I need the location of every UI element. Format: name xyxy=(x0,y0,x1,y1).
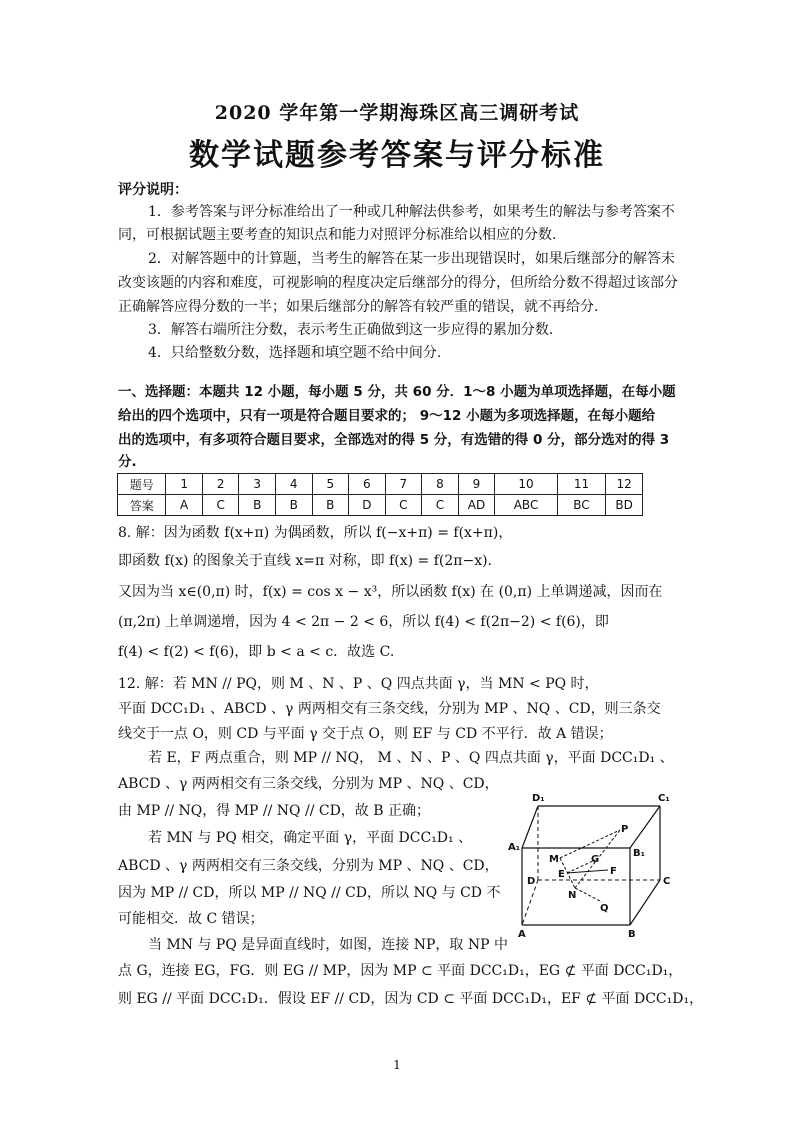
notes-line: 3．解答右端所注分数，表示考生正确做到这一步应得的累加分数. xyxy=(148,322,554,338)
question-number: 8 xyxy=(422,474,459,495)
q8-line: 即函数 f(x) 的图象关于直线 x=π 对称，即 f(x) = f(2π−x). xyxy=(118,553,493,569)
section1-line: 给出的四个选项中，只有一项是符合题目要求的； 9～12 小题为多项选择题，在每小题给 xyxy=(118,408,656,424)
q12-line: 若 E，F 两点重合，则 MP // NQ， M 、N 、P 、Q 四点共面 γ，平面 DCC₁D₁ 、 xyxy=(148,750,674,766)
label-D1: D₁ xyxy=(532,793,545,804)
q8-line: 8. 解：因为函数 f(x+π) 为偶函数，所以 f(−x+π) = f(x+π)， xyxy=(118,525,513,541)
q12-line: 可能相交．故 C 错误； xyxy=(118,911,264,927)
answer-cell: C xyxy=(385,495,422,516)
exam-title: 2020 学年第一学期海珠区高三调研考试 xyxy=(214,102,580,124)
q8-line: (π,2π) 上单调递增，因为 4 < 2π − 2 < 6，所以 f(4) < f(2π−2) < f(6)，即 xyxy=(118,614,609,630)
label-P: P xyxy=(621,824,629,835)
label-N: N xyxy=(568,890,577,901)
question-number: 12 xyxy=(606,474,643,495)
q12-line: 当 MN 与 PQ 是异面直线时，如图，连接 NP，取 NP 中 xyxy=(148,937,508,953)
notes-line: 4．只给整数分数，选择题和填空题不给中间分. xyxy=(148,345,442,361)
q12-line: ABCD 、γ 两两相交有三条交线，分别为 MP 、NQ 、CD， xyxy=(118,776,499,792)
row-label: 题号 xyxy=(118,474,166,495)
label-C1: C₁ xyxy=(658,793,670,804)
notes-line: 2．对解答题中的计算题，当考生的解答在某一步出现错误时，如果后继部分的解答未 xyxy=(148,251,675,267)
q8-line: f(4) < f(2) < f(6)，即 b < a < c．故选 C. xyxy=(118,644,395,660)
label-E: E xyxy=(558,869,565,880)
notes-line: 正确解答应得分数的一半；如果后继部分的解答有较严重的错误，就不再给分. xyxy=(118,299,599,315)
label-A1: A₁ xyxy=(508,842,521,853)
notes-line: 改变该题的内容和难度，可视影响的程度决定后继部分的得分，但所给分数不得超过该部分 xyxy=(118,275,678,291)
question-number: 11 xyxy=(557,474,605,495)
q12-line: 线交于一点 O，则 CD 与平面 γ 交于点 O，则 EF 与 CD 不平行．故 A 错误； xyxy=(118,726,613,742)
answer-cell: C xyxy=(202,495,239,516)
notes-line: 1．参考答案与评分标准给出了一种或几种解法供参考，如果考生的解法与参考答案不 xyxy=(148,204,675,220)
section1-line: 出的选项中，有多项符合题目要求，全部选对的得 5 分，有选错的得 0 分，部分选对的得 3 xyxy=(118,432,670,448)
question-number: 4 xyxy=(275,474,312,495)
answer-cell: BD xyxy=(606,495,643,516)
answer-cell: C xyxy=(422,495,459,516)
q12-line: 若 MN 与 PQ 相交，确定平面 γ，平面 DCC₁D₁ 、 xyxy=(148,830,473,846)
notes-heading: 评分说明： xyxy=(118,182,188,198)
q12-line: 因为 MP // CD，所以 MP // NQ // CD，所以 NQ 与 CD 不 xyxy=(118,885,501,901)
answer-cell: B xyxy=(239,495,276,516)
label-D: D xyxy=(527,876,536,887)
q12-line: 则 EG // 平面 DCC₁D₁．假设 EF // CD，因为 CD ⊂ 平面 DCC₁D₁，EF ⊄ 平面 DCC₁D₁， xyxy=(118,991,704,1007)
question-number: 5 xyxy=(312,474,349,495)
question-number: 3 xyxy=(239,474,276,495)
question-number: 6 xyxy=(349,474,386,495)
label-C: C xyxy=(663,876,671,887)
label-M: M xyxy=(549,854,559,865)
answer-cell: ABC xyxy=(495,495,557,516)
question-number: 2 xyxy=(202,474,239,495)
q12-line: 12. 解：若 MN // PQ，则 M 、N 、P 、Q 四点共面 γ，当 MN < PQ 时， xyxy=(118,676,599,692)
question-number: 10 xyxy=(495,474,557,495)
answer-table xyxy=(117,473,643,516)
notes-line: 同，可根据试题主要考查的知识点和能力对照评分标准给以相应的分数. xyxy=(118,227,557,243)
answer-cell: AD xyxy=(458,495,495,516)
label-B: B xyxy=(628,929,636,940)
label-G: G xyxy=(591,854,600,865)
label-A: A xyxy=(518,929,526,940)
section1-line: 一、选择题：本题共 12 小题，每小题 5 分，共 60 分．1～8 小题为单项选择题，在每小题 xyxy=(118,384,676,400)
answer-cell: A xyxy=(166,495,203,516)
q12-line: 由 MP // NQ，得 MP // NQ // CD，故 B 正确； xyxy=(118,803,430,819)
q12-line: 平面 DCC₁D₁ 、ABCD 、γ 两两相交有三条交线，分别为 MP 、NQ 、CD，则三条交 xyxy=(118,701,661,717)
section1-line: 分. xyxy=(118,454,137,470)
q8-line: 又因为当 x∈(0,π) 时，f(x) = cos x − x³，所以函数 f(x) 在 (0,π) 上单调递减，因而在 xyxy=(118,584,663,600)
exam-subtitle: 数学试题参考答案与评分标准 xyxy=(189,138,605,173)
table-row-answers xyxy=(118,495,643,516)
question-number: 9 xyxy=(458,474,495,495)
q12-line: 点 G，连接 EG，FG．则 EG // MP，因为 MP ⊂ 平面 DCC₁D₁，EG ⊄ 平面 DCC₁D₁， xyxy=(118,963,683,979)
answer-cell: BC xyxy=(557,495,605,516)
answer-cell: B xyxy=(312,495,349,516)
page-number: 1 xyxy=(393,1058,401,1072)
label-F: F xyxy=(610,866,617,877)
answer-cell: D xyxy=(349,495,386,516)
question-number: 7 xyxy=(385,474,422,495)
row-label: 答案 xyxy=(118,495,166,516)
question-number: 1 xyxy=(166,474,203,495)
q12-line: ABCD 、γ 两两相交有三条交线，分别为 MP 、NQ 、CD， xyxy=(118,858,499,874)
label-B1: B₁ xyxy=(633,848,646,859)
cube-figure xyxy=(500,790,680,940)
label-Q: Q xyxy=(600,903,609,914)
table-row-numbers xyxy=(118,474,643,495)
answer-cell: B xyxy=(275,495,312,516)
